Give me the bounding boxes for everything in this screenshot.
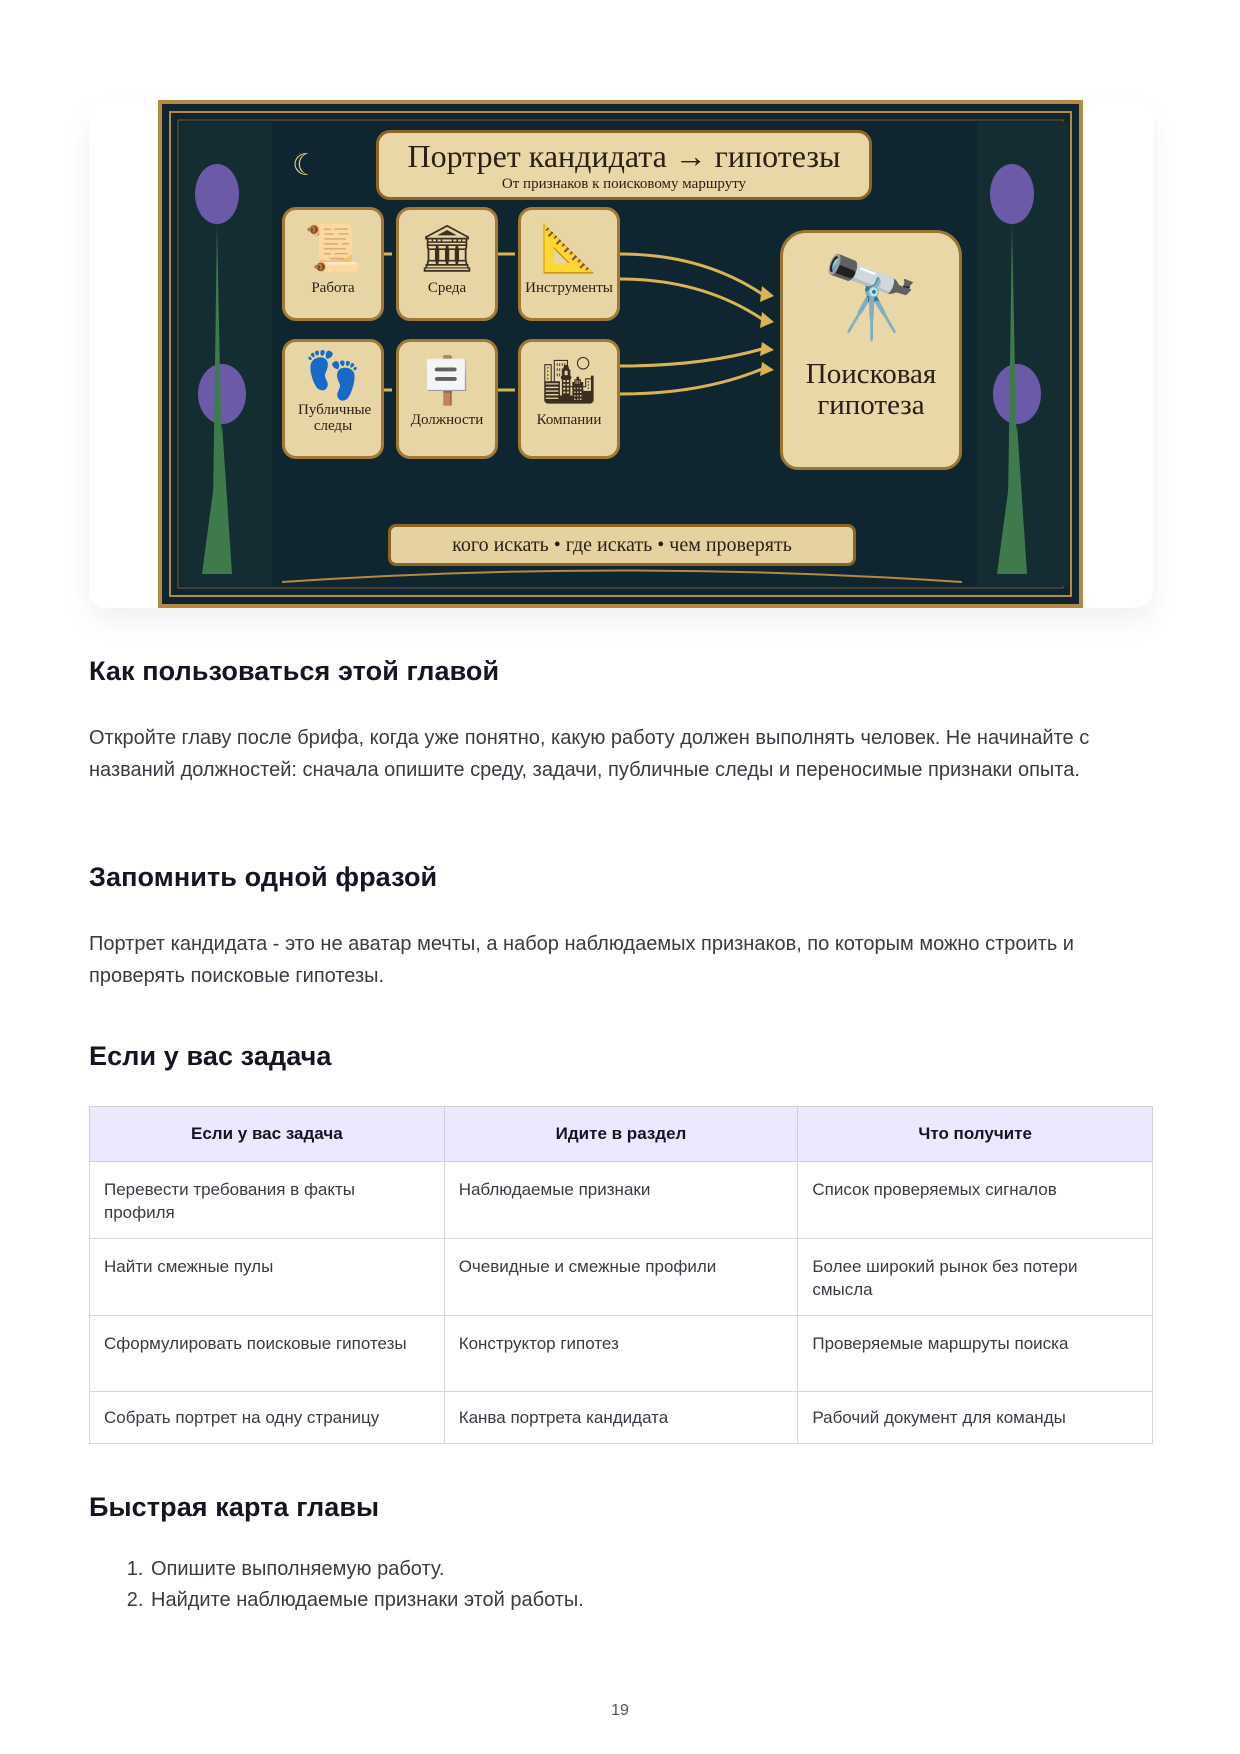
table-header-cell: Идите в раздел: [444, 1107, 798, 1162]
compass-ruler-icon: 📐: [540, 223, 598, 274]
heading-how-to-use: Как пользоваться этой главой: [89, 656, 500, 686]
portrait-hypothesis-illustration: [158, 100, 1083, 608]
table-cell: Канва портрета кандидата: [444, 1392, 798, 1444]
table-header-cell: Если у вас задача: [90, 1107, 445, 1162]
table-row: [90, 1239, 1153, 1316]
heading-task: Если у вас задача: [89, 1041, 332, 1071]
table-row: [90, 1392, 1153, 1444]
table-cell: Рабочий документ для команды: [798, 1392, 1153, 1444]
tile-work: [282, 207, 384, 321]
tile-tools: [518, 207, 620, 321]
building-icon: 🏛: [417, 223, 477, 274]
tile-positions: [396, 339, 498, 459]
paragraph-remember: Портрет кандидата - это не аватар мечты, а набор наблюдаемых признаков, по которым можно строить и проверять поисковые гипотезы.: [89, 933, 1074, 987]
table-cell: Перевести требования в факты профиля: [90, 1162, 445, 1239]
tile-label: Среда: [427, 280, 467, 296]
tile-public-traces: [282, 339, 384, 459]
table-row: [90, 1162, 1153, 1239]
tile-label: Инструменты: [525, 280, 613, 296]
illustration-banner: кого искать • где искать • чем проверять: [388, 524, 856, 566]
tile-label: Должности: [410, 412, 484, 428]
table-header-row: [90, 1107, 1153, 1162]
city-towers-icon: 🏙: [539, 355, 599, 406]
scroll-quill-icon: 📜: [304, 223, 362, 274]
heading-quick-map: Быстрая карта главы: [89, 1492, 380, 1522]
footprints-icon: 👣: [304, 350, 362, 401]
table-cell: Список проверяемых сигналов: [798, 1162, 1153, 1239]
table-cell: Более широкий рынок без потери смысла: [798, 1239, 1153, 1316]
illustration-title: Портрет кандидата → гипотезы: [407, 138, 841, 174]
list-item: 2. Найдите наблюдаемые признаки этой работы.: [149, 1585, 584, 1616]
list-item: 1. Опишите выполняемую работу.: [149, 1554, 584, 1585]
illustration-card: [89, 100, 1153, 608]
telescope-icon: 🔭: [821, 255, 921, 343]
table-header-cell: Что получите: [798, 1107, 1153, 1162]
table-cell: Найти смежные пулы: [90, 1239, 445, 1316]
signpost-icon: 🪧: [418, 355, 476, 406]
tile-environment: [396, 207, 498, 321]
goal-search-hypothesis: [780, 230, 962, 470]
tile-label: Работа: [311, 280, 355, 296]
illustration-subtitle: От признаков к поисковому маршруту: [501, 176, 747, 192]
tile-label: Компании: [536, 412, 602, 428]
table-row: [90, 1316, 1153, 1392]
table-cell: Наблюдаемые признаки: [444, 1162, 798, 1239]
tile-label: Публичные следы: [298, 402, 372, 434]
moon-icon: ☾: [292, 149, 319, 182]
page-number: 19: [611, 1702, 629, 1719]
illustration-title-plaque: [376, 130, 872, 200]
chapter-map-list: [89, 1554, 584, 1616]
paragraph-how-to-use: Откройте главу после брифа, когда уже понятно, какую работу должен выполнять человек. Не начинайте с названий должностей: сначала опишите среду, задачи, публичные следы и переносимые признаки опыта.: [89, 727, 1090, 781]
table-cell: Сформулировать поисковые гипотезы: [90, 1316, 445, 1392]
goal-label: Поисковая гипотеза: [805, 358, 937, 421]
table-cell: Очевидные и смежные профили: [444, 1239, 798, 1316]
task-routing-table: [89, 1106, 1153, 1444]
table-cell: Собрать портрет на одну страницу: [90, 1392, 445, 1444]
heading-remember: Запомнить одной фразой: [89, 862, 438, 892]
tile-companies: [518, 339, 620, 459]
table-cell: Конструктор гипотез: [444, 1316, 798, 1392]
table-cell: Проверяемые маршруты поиска: [798, 1316, 1153, 1392]
